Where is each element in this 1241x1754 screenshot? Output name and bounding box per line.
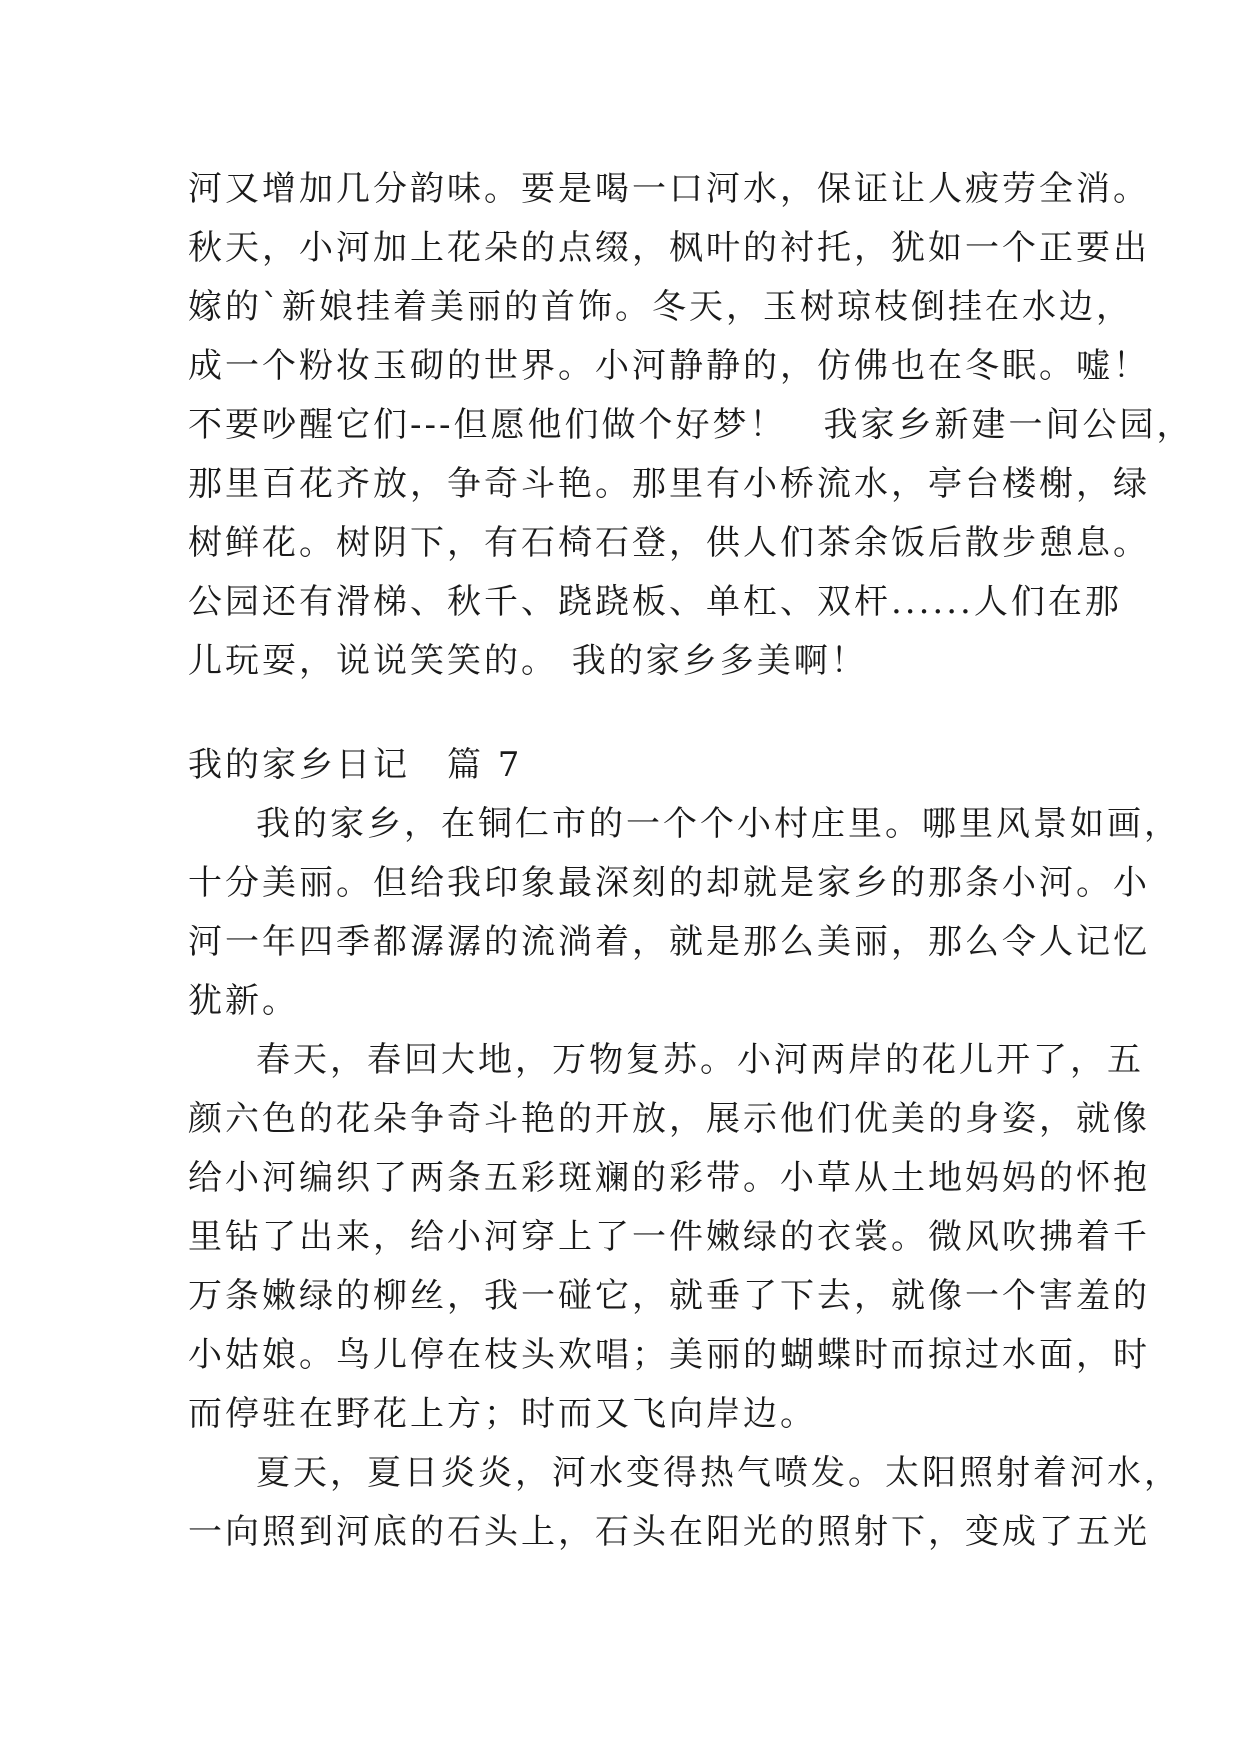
text-line: 给小河编织了两条五彩斑斓的彩带。小草从土地妈妈的怀抱	[188, 1158, 1150, 1198]
text-line: 嫁的`新娘挂着美丽的首饰。冬天，玉树琼枝倒挂在水边，	[188, 287, 1133, 327]
text-line: 公园还有滑梯、秋千、跷跷板、单杠、双杆......人们在那	[188, 582, 1122, 622]
text-line: 成一个粉妆玉砌的世界。小河静静的，仿佛也在冬眠。嘘！	[188, 346, 1150, 386]
section-spacer	[188, 691, 1068, 736]
paragraph	[188, 1031, 1150, 1444]
text-line: 我的家乡，在铜仁市的一个个小村庄里。哪里风景如画，	[256, 804, 1181, 844]
text-line: 河一年四季都潺潺的流淌着，就是那么美丽，那么令人记忆	[188, 922, 1150, 962]
text-line: 夏天，夏日炎炎，河水变得热气喷发。太阳照射着河水，	[256, 1453, 1181, 1493]
document-page	[188, 160, 1194, 1562]
section-title: 我的家乡日记 篇 7	[188, 745, 523, 785]
text-line: 秋天，小河加上花朵的点缀，枫叶的衬托，犹如一个正要出	[188, 228, 1150, 268]
text-line: 河又增加几分韵味。要是喝一口河水，保证让人疲劳全消。	[188, 169, 1150, 209]
text-line: 不要吵醒它们---但愿他们做个好梦！ 我家乡新建一间公园，	[188, 405, 1194, 445]
text-line: 小姑娘。鸟儿停在枝头欢唱；美丽的蝴蝶时而掠过水面，时	[188, 1335, 1150, 1375]
text-line: 春天，春回大地，万物复苏。小河两岸的花儿开了，五	[256, 1040, 1144, 1080]
text-line: 那里百花齐放，争奇斗艳。那里有小桥流水，亭台楼榭，绿	[188, 464, 1150, 504]
paragraph	[188, 795, 1181, 1031]
text-line: 儿玩耍，说说笑笑的。 我的家乡多美啊！	[188, 641, 868, 681]
text-line: 而停驻在野花上方；时而又飞向岸边。	[188, 1394, 817, 1434]
text-line: 颜六色的花朵争奇斗艳的开放，展示他们优美的身姿，就像	[188, 1099, 1150, 1139]
text-line: 树鲜花。树阴下，有石椅石登，供人们茶余饭后散步憩息。	[188, 523, 1150, 563]
continuation-text	[188, 160, 1194, 691]
paragraph	[188, 1444, 1181, 1562]
text-line: 一向照到河底的石头上，石头在阳光的照射下，变成了五光	[188, 1512, 1150, 1552]
text-line: 里钻了出来，给小河穿上了一件嫩绿的衣裳。微风吹拂着千	[188, 1217, 1150, 1257]
text-line: 犹新。	[188, 981, 299, 1021]
text-line: 十分美丽。但给我印象最深刻的却就是家乡的那条小河。小	[188, 863, 1150, 903]
text-line: 万条嫩绿的柳丝，我一碰它，就垂了下去，就像一个害羞的	[188, 1276, 1150, 1316]
